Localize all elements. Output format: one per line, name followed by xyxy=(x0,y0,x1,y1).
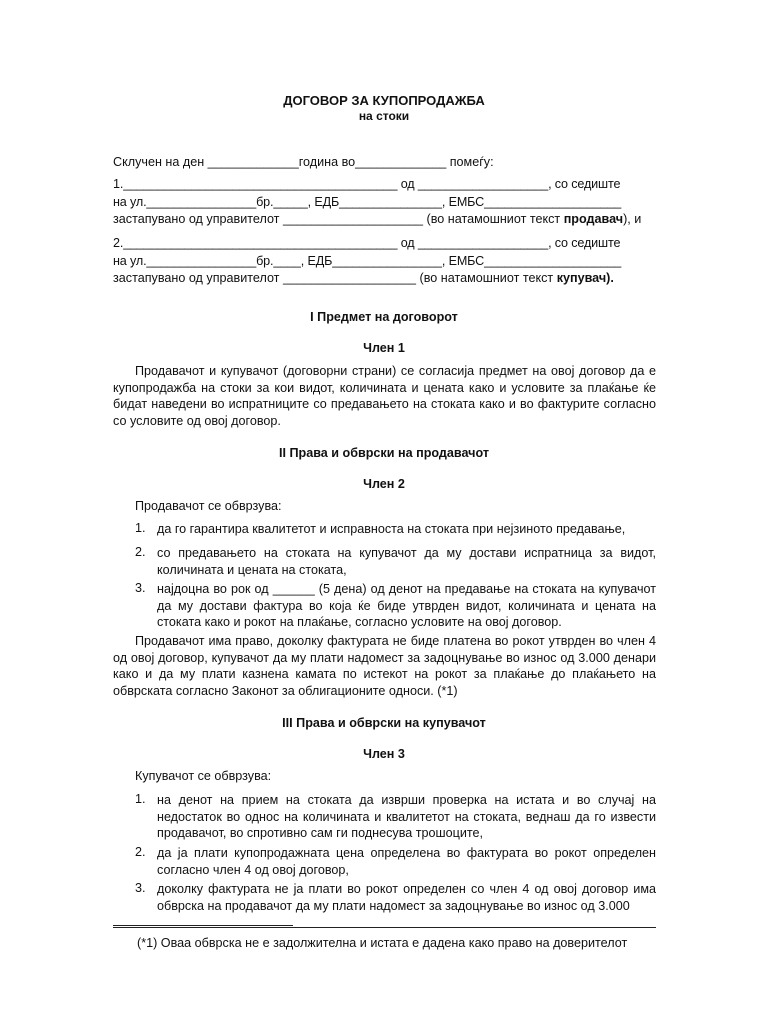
list-number: 2. xyxy=(135,545,146,559)
article3-lead: Купувачот се обврзува: xyxy=(135,769,272,783)
document-subtitle: на стоки xyxy=(358,109,410,123)
list-number: 1. xyxy=(135,521,146,535)
list-text: на денот на прием на стоката да изврши проверка на истата и во случај на недостаток во однос на количината и квалитетот на стоката, веднаш да го извести продавачот, во спротивно сам ги поднесува трошоците, xyxy=(157,793,656,841)
party1-line1: 1.________________________________________ од ___________________, со седиште xyxy=(113,177,621,191)
article3-heading: Член 3 xyxy=(363,747,405,761)
buyer-obligation-2 xyxy=(113,845,656,878)
section1-heading: I Предмет на договорот xyxy=(310,310,458,324)
list-text: да ја плати купопродажната цена определена во фактурата во рокот определен согласно член 4 од овој договор, xyxy=(157,846,656,877)
seller-obligation-3 xyxy=(113,581,656,631)
seller-rights-text: Продавачот има право, доколку фактурата не биде платена во рокот утврден во член 4 од овој договор, купувачот да му плати надомест за задоцнување во износ од 3.000 денари како и да му плати казнена камата по истекот на рокот за плаќање до плаќањето на обврската согласно Законот за облигационите односи. (*1) xyxy=(113,634,656,698)
party2-line1: 2.________________________________________ од ___________________, со седиште xyxy=(113,236,621,250)
party2-line3 xyxy=(113,271,657,285)
party1-role: продавач xyxy=(563,212,624,226)
party1-line3 xyxy=(113,212,657,226)
footnote-rule xyxy=(113,927,656,928)
party2-line2: на ул.________________бр.____, ЕДБ________________, ЕМБС____________________ xyxy=(113,254,622,268)
list-text: доколку фактурата не ја плати во рокот определен со член 4 од овој договор има обврска на продавачот да му плати надомест за задоцнување во износ од 3.000 xyxy=(157,882,656,913)
party1-line2: на ул.________________бр._____, ЕДБ_______________, ЕМБС____________________ xyxy=(113,195,622,209)
footnote-text: (*1) Оваа обврска не е задолжителна и истата е дадена како право на доверителот xyxy=(137,936,628,950)
buyer-obligation-3 xyxy=(113,881,656,914)
section2-heading: II Права и обврски на продавачот xyxy=(278,446,490,460)
article2-heading: Член 2 xyxy=(363,477,405,491)
list-text: да го гарантира квалитетот и исправноста на стоката при нејзиното предавање, xyxy=(157,522,626,536)
footnote-separator xyxy=(113,925,293,926)
list-text: со предавањето на стоката на купувачот да му достави испратница за видот, количината и цената на стоката, xyxy=(157,546,656,577)
seller-obligation-2 xyxy=(113,545,656,578)
article2-lead: Продавачот се обврзува: xyxy=(135,499,282,513)
list-number: 1. xyxy=(135,792,146,806)
list-text: најдоцна во рок од ______ (5 дена) од денот на предавање на стоката на купувачот да му достави фактура во која ќе биде утврден видот, количината и цената на стоката како и рокот на плаќање, согласно условите на овој договор. xyxy=(157,582,656,630)
party1-line3-text: застапувано од управителот ____________________ (во натамошниот текст xyxy=(113,212,564,226)
party2-role: купувач). xyxy=(556,271,614,285)
party2-line3-text: застапувано од управителот ___________________ (во натамошниот текст xyxy=(113,271,557,285)
article1-text: Продавачот и купувачот (договорни страни) се согласија предмет на овој договор да е купопродажба на стоки за кои видот, количината и цената како и условите за плаќање ќе бидат наведени во испратниците со предавањето на стоката како и во фактурите согласно со условите од овој договор. xyxy=(113,364,656,428)
article1-heading: Член 1 xyxy=(363,341,405,355)
buyer-obligation-1 xyxy=(113,792,656,842)
list-number: 3. xyxy=(135,581,146,595)
list-number: 2. xyxy=(135,845,146,859)
concluded-line: Склучен на ден _____________година во_____________ помеѓу: xyxy=(113,155,494,169)
seller-obligation-1 xyxy=(113,521,656,538)
party1-line3-end: ), и xyxy=(623,212,642,226)
document-title: ДОГОВОР ЗА КУПОПРОДАЖБА xyxy=(283,93,485,108)
section3-heading: III Права и обврски на купувачот xyxy=(282,716,486,730)
list-number: 3. xyxy=(135,881,146,895)
